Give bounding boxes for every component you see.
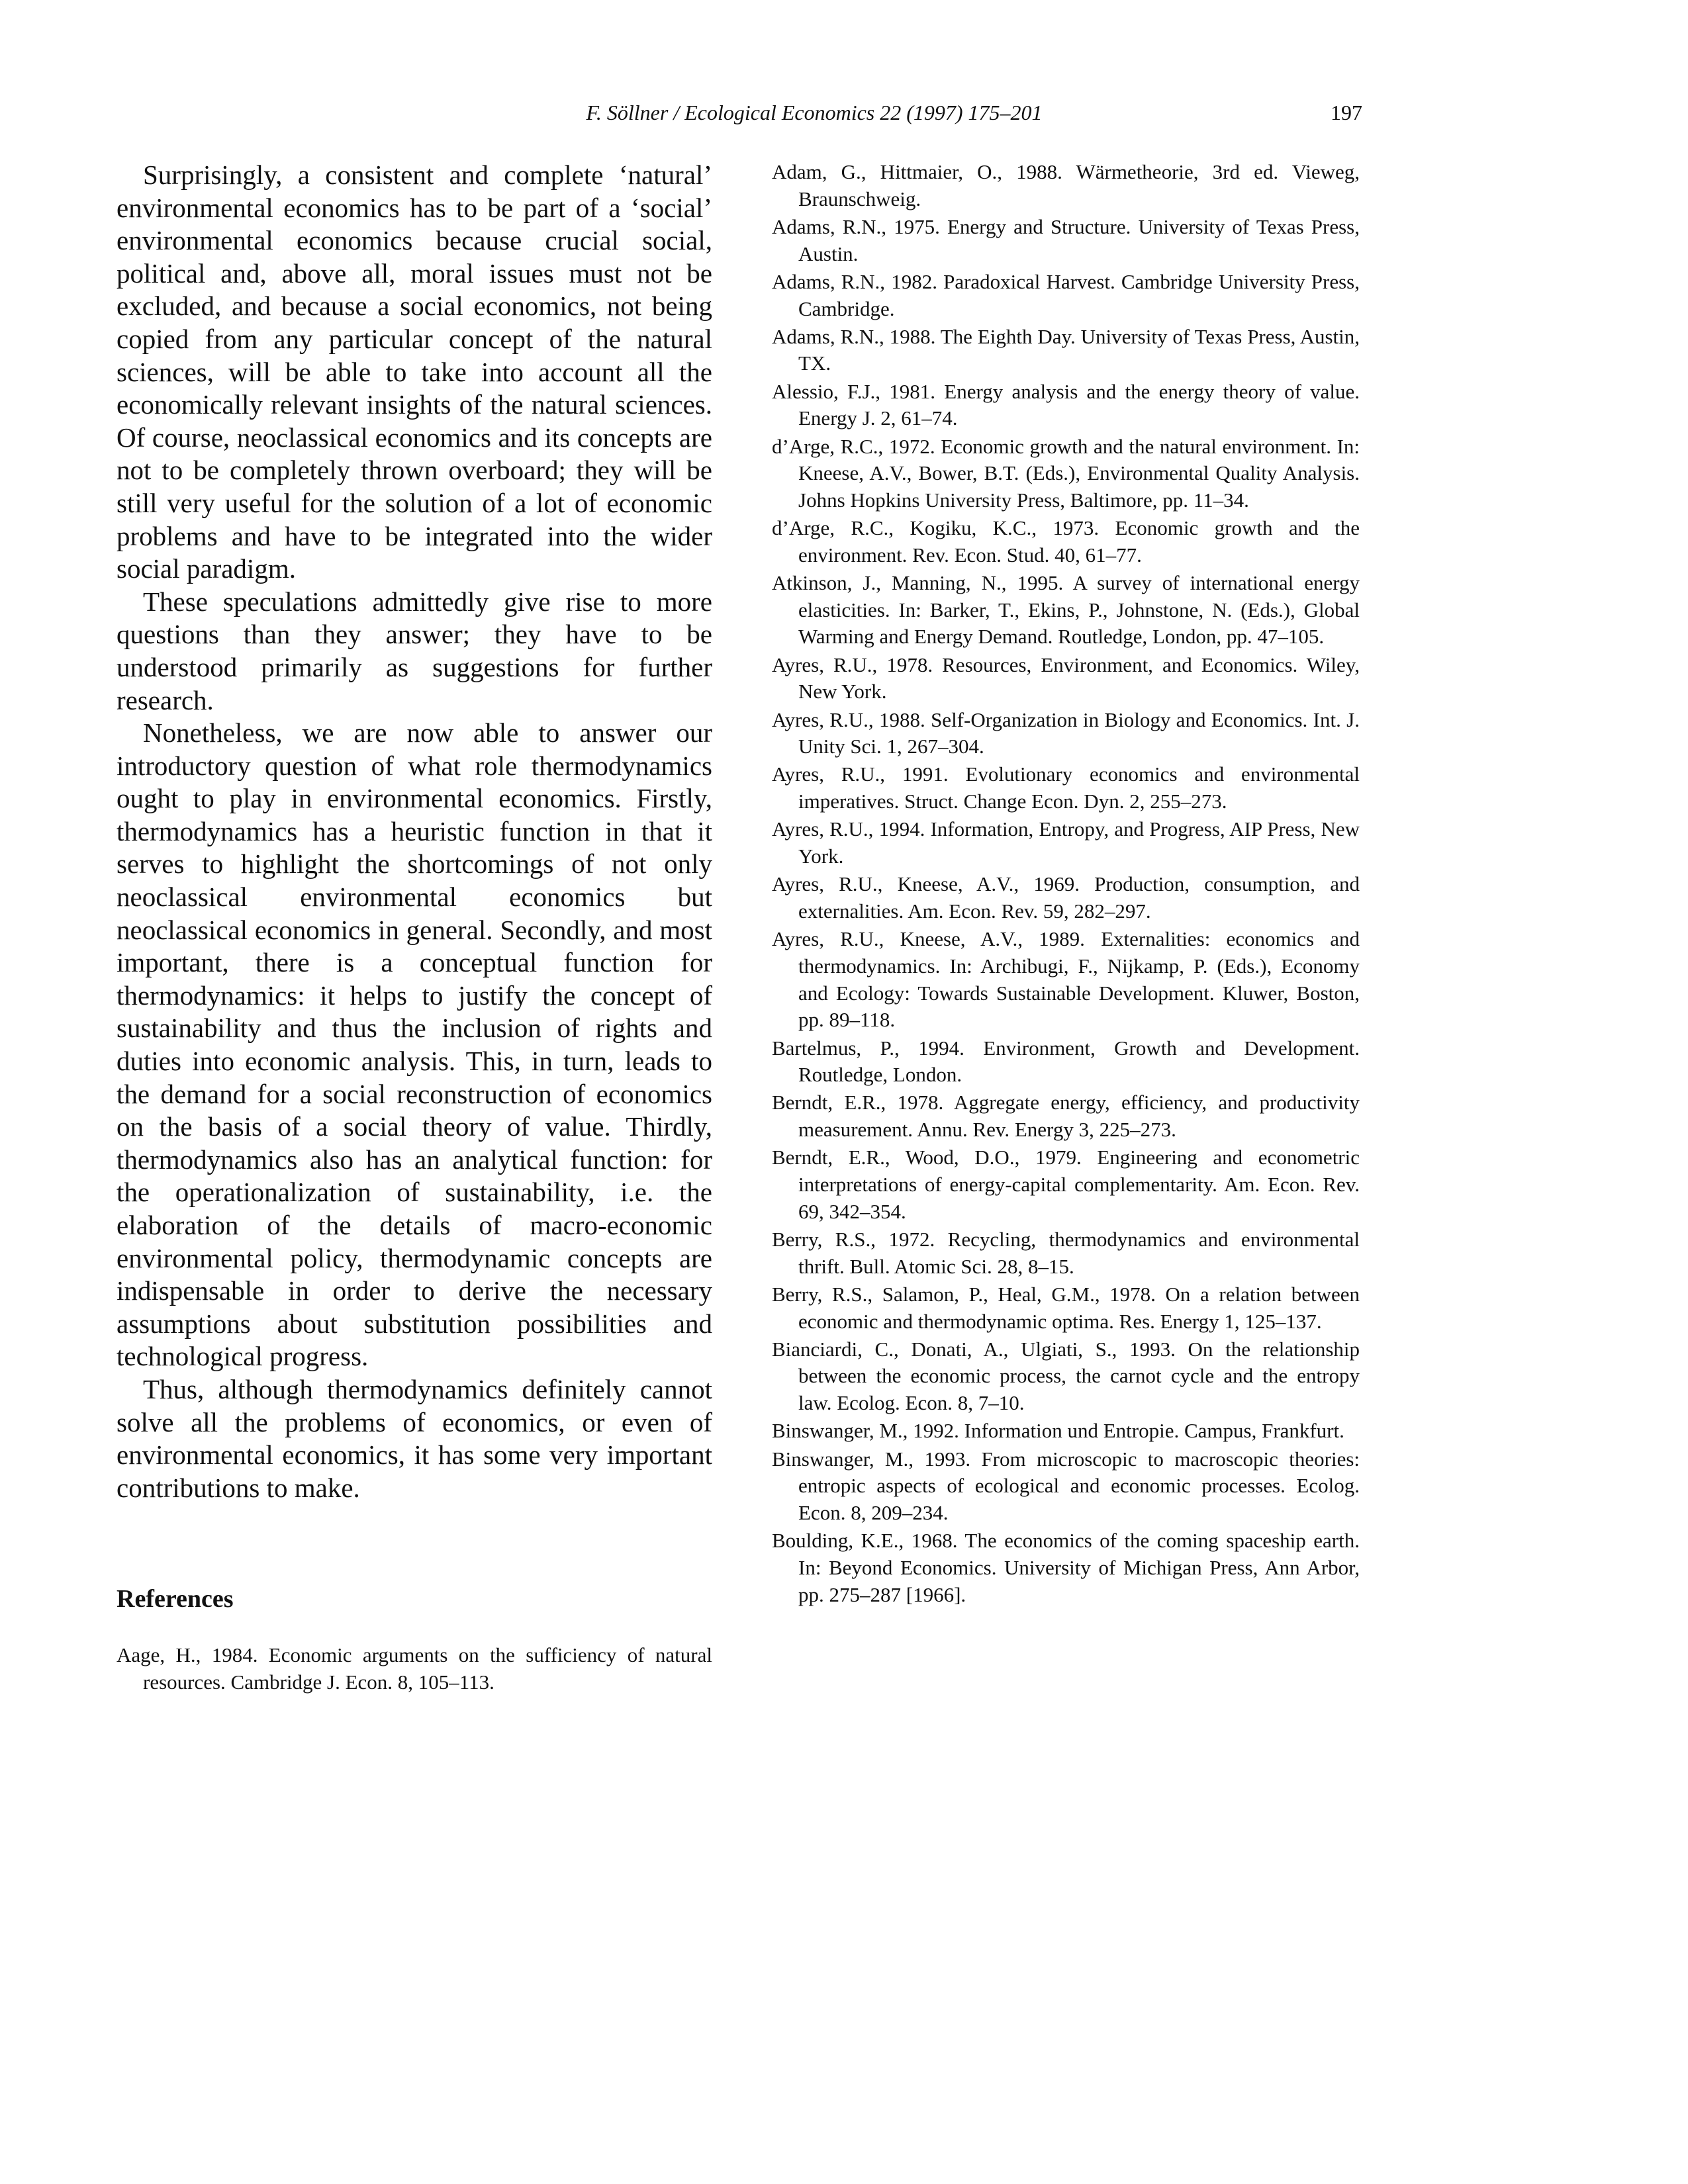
reference-entry: Ayres, R.U., 1988. Self-Organization in Biology and Economics. Int. J. Unity Sci. 1, 267–304. [772, 707, 1360, 758]
reference-entry: Aage, H., 1984. Economic arguments on the sufficiency of natural resources. Cambridge J. Econ. 8, 105–113. [117, 1643, 712, 1694]
reference-entry: Alessio, F.J., 1981. Energy analysis and the energy theory of value. Energy J. 2, 61–74. [772, 379, 1360, 430]
body-paragraph: These speculations admittedly give rise to more questions than they answer; they have to be understood primarily as suggestions for further research. [117, 586, 712, 715]
references-heading: References [117, 1585, 234, 1614]
reference-entry: Ayres, R.U., 1991. Evolutionary economics and environmental imperatives. Struct. Change Econ. Dyn. 2, 255–273. [772, 762, 1360, 813]
reference-entry: Berndt, E.R., 1978. Aggregate energy, efficiency, and productivity measurement. Annu. Rev. Energy 3, 225–273. [772, 1091, 1360, 1142]
reference-entry: Adam, G., Hittmaier, O., 1988. Wärmetheorie, 3rd ed. Vieweg, Braunschweig. [772, 160, 1360, 210]
reference-entry: d’Arge, R.C., Kogiku, K.C., 1973. Economic growth and the environment. Rev. Econ. Stud. 40, 61–77. [772, 516, 1360, 567]
page-number: 197 [1331, 101, 1362, 124]
reference-entry: Atkinson, J., Manning, N., 1995. A survey of international energy elasticities. In: Barker, T., Ekins, P., Johnstone, N. (Eds.), Global Warming and Energy Demand. Routledge, London, pp. 47–105. [772, 571, 1360, 649]
reference-entry: Adams, R.N., 1975. Energy and Structure. University of Texas Press, Austin. [772, 214, 1360, 265]
reference-entry: Adams, R.N., 1988. The Eighth Day. University of Texas Press, Austin, TX. [772, 324, 1360, 375]
reference-entry: Berry, R.S., 1972. Recycling, thermodynamics and environmental thrift. Bull. Atomic Sci. 28, 8–15. [772, 1227, 1360, 1278]
reference-entry: Boulding, K.E., 1968. The economics of the coming spaceship earth. In: Beyond Economics. University of Michigan Press, Ann Arbor, pp. 275–287 [1966]. [772, 1529, 1360, 1606]
reference-entry: Berry, R.S., Salamon, P., Heal, G.M., 1978. On a relation between economic and thermodynamic optima. Res. Energy 1, 125–137. [772, 1282, 1360, 1333]
body-paragraph: Thus, although thermodynamics definitely cannot solve all the problems of economics, or even of environmental economics, it has some very important contributions to make. [117, 1373, 712, 1503]
left-column [117, 159, 712, 1697]
body-text [117, 159, 712, 1504]
reference-list-left [117, 1642, 712, 1696]
reference-entry: d’Arge, R.C., 1972. Economic growth and the natural environment. In: Kneese, A.V., Bower, B.T. (Eds.), Environmental Quality Analysis. Johns Hopkins University Press, Baltimore, pp. 11–34. [772, 434, 1360, 512]
reference-entry: Binswanger, M., 1993. From microscopic to macroscopic theories: entropic aspects of ecological and economic processes. Ecolog. Econ. 8, 209–234. [772, 1447, 1360, 1524]
reference-entry: Ayres, R.U., 1994. Information, Entropy, and Progress, AIP Press, New York. [772, 817, 1360, 868]
reference-entry: Berndt, E.R., Wood, D.O., 1979. Engineering and econometric interpretations of energy-capital complementarity. Am. Econ. Rev. 69, 342–354. [772, 1146, 1360, 1223]
body-paragraph: Nonetheless, we are now able to answer our introductory question of what role thermodynamics ought to play in environmental economics. Firstly, thermodynamics has a heuristic function in that it serves to highlight the shortcomings of not only neoclassical environmental economics but neoclassical economics in general. Secondly, and most important, there is a conceptual function for thermodynamics: it helps to justify the concept of sustainability and thus the inclusion of rights and duties into economic analysis. This, in turn, leads to the demand for a social reconstruction of economics on the basis of a social theory of value. Thirdly, thermodynamics also has an analytical function: for the operationalization of sustainability, i.e. the elaboration of the details of macro-economic environmental policy, thermodynamic concepts are indispensable in order to derive the necessary assumptions about substitution possibilities and technological progress. [117, 717, 712, 1372]
body-paragraph: Surprisingly, a consistent and complete ‘natural’ environmental economics has to be part of a ‘social’ environmental economics because crucial social, political and, above all, moral issues must not be excluded, and because a social economics, not being copied from any particular concept of the natural sciences, will be able to take into account all the economically relevant insights of the natural sciences. Of course, neoclassical economics and its concepts are not to be completely thrown overboard; they will be still very useful for the solution of a lot of economic problems and have to be integrated into the wider social paradigm. [117, 159, 712, 584]
running-head: F. Söllner / Ecological Economics 22 (1997) 175–201 [586, 101, 1043, 124]
reference-entry: Bartelmus, P., 1994. Environment, Growth and Development. Routledge, London. [772, 1036, 1360, 1087]
reference-entry: Ayres, R.U., 1978. Resources, Environment, and Economics. Wiley, New York. [772, 653, 1360, 704]
reference-entry: Binswanger, M., 1992. Information und Entropie. Campus, Frankfurt. [772, 1419, 1344, 1443]
reference-list-right [772, 159, 1360, 1608]
reference-entry: Adams, R.N., 1982. Paradoxical Harvest. Cambridge University Press, Cambridge. [772, 269, 1360, 320]
reference-entry: Ayres, R.U., Kneese, A.V., 1989. Externalities: economics and thermodynamics. In: Archibugi, F., Nijkamp, P. (Eds.), Economy and Ecology: Towards Sustainable Development. Kluwer, Boston, pp. 89–118. [772, 927, 1360, 1032]
reference-entry: Bianciardi, C., Donati, A., Ulgiati, S., 1993. On the relationship between the economic process, the carnot cycle and the entropy law. Ecolog. Econ. 8, 7–10. [772, 1337, 1360, 1415]
right-column [772, 159, 1360, 1610]
reference-entry: Ayres, R.U., Kneese, A.V., 1969. Production, consumption, and externalities. Am. Econ. Rev. 59, 282–297. [772, 872, 1360, 923]
